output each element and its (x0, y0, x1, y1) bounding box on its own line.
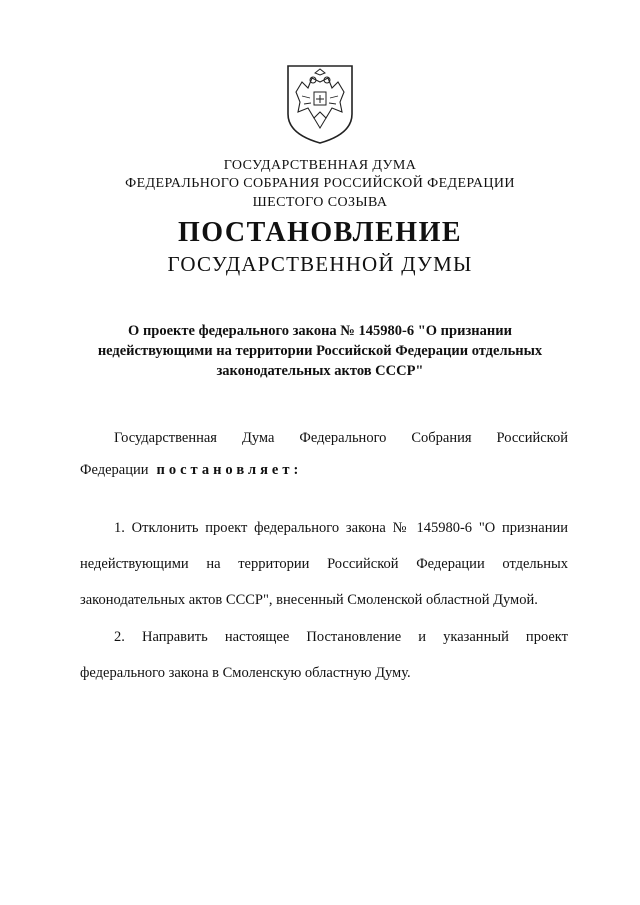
emblem (284, 62, 356, 146)
preamble-line: Государственная Дума Федерального Собрания Российской (114, 430, 568, 446)
decision-verb: постановляет: (156, 462, 303, 478)
document-type: ПОСТАНОВЛЕНИЕ (177, 217, 463, 248)
chamber-name: ГОСУДАРСТВЕННАЯ ДУМА (223, 158, 417, 173)
header-line-1 (0, 157, 640, 174)
document-issuer: ГОСУДАРСТВЕННОЙ ДУМЫ (167, 252, 473, 276)
preamble (80, 428, 568, 480)
header-line-3 (0, 194, 640, 211)
subject-line: законодательных актов СССР" (216, 363, 424, 379)
subject-line: О проекте федерального закона № 145980-6 "О признании (128, 323, 512, 339)
document-subject (80, 321, 560, 381)
clause-line: законодательных актов СССР", внесенный Смоленской областной Думой. (80, 592, 538, 608)
clause-line: федерального закона в Смоленскую областную Думу. (80, 665, 411, 681)
assembly-name: ФЕДЕРАЛЬНОГО СОБРАНИЯ РОССИЙСКОЙ ФЕДЕРАЦИИ (125, 176, 515, 191)
convocation: ШЕСТОГО СОЗЫВА (252, 195, 388, 210)
clause-line: 2. Направить настоящее Постановление и указанный проект (114, 629, 568, 645)
subject-line: недействующими на территории Российской Федерации отдельных (97, 343, 543, 359)
preamble-line-start: Федерации (80, 462, 149, 478)
clause-line: недействующими на территории Российской Федерации отдельных (80, 556, 568, 572)
header-line-2 (0, 175, 640, 192)
clause-1 (80, 518, 568, 610)
coat-of-arms-icon (284, 62, 356, 146)
clause-2 (80, 627, 568, 683)
preamble-line (80, 460, 568, 480)
clause-line: 1. Отклонить проект федерального закона № 145980-6 "О признании (114, 520, 568, 536)
